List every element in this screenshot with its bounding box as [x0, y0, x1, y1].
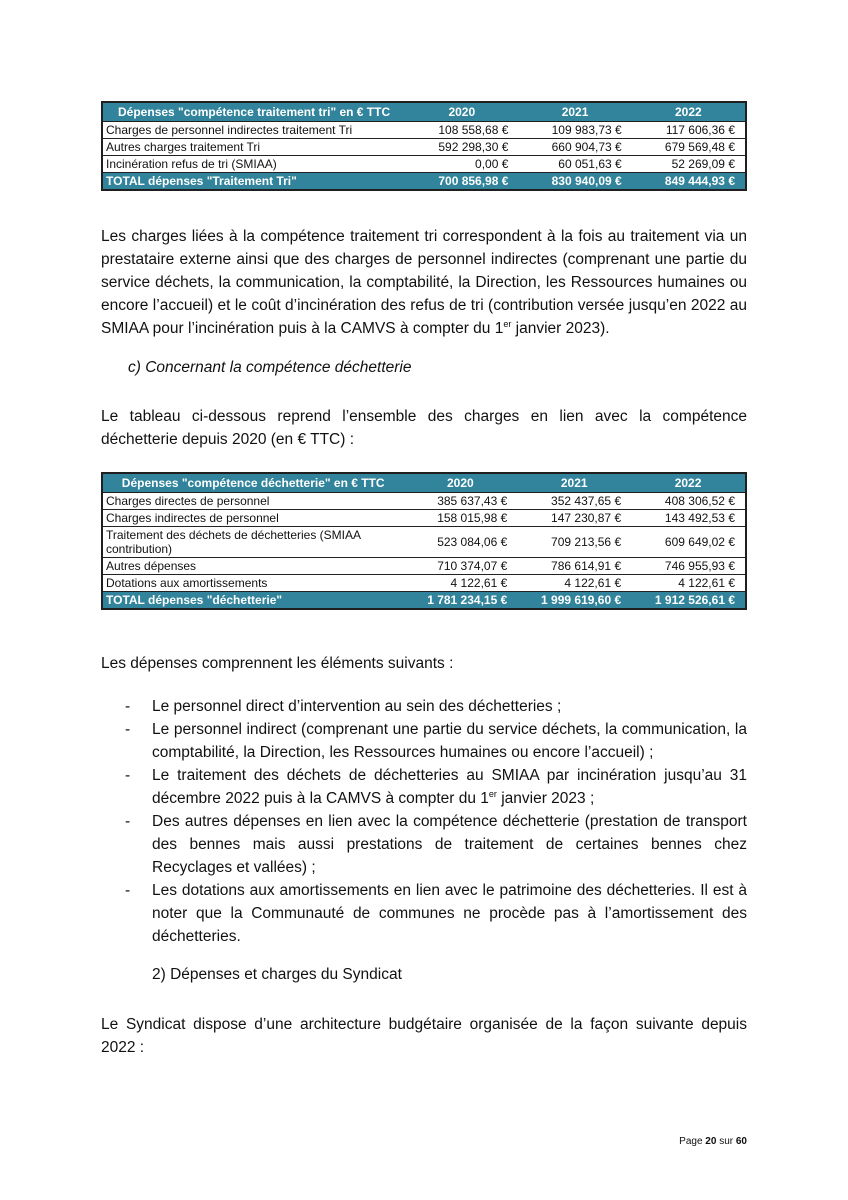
superscript: er — [488, 788, 497, 799]
table-cell: 710 374,07 € — [403, 558, 517, 575]
list-item-text: Les dotations aux amortissements en lien avec le patrimoine des déchetteries. Il est à noter que la Communauté de communes ne procède pas à l’amortissement des déchetteries. — [152, 882, 747, 945]
table-row — [102, 156, 746, 173]
table-cell: 385 637,43 € — [403, 493, 517, 510]
table-cell: TOTAL dépenses "déchetterie" — [102, 592, 403, 610]
table-cell: 4 122,61 € — [403, 575, 517, 592]
footer-text: Page — [679, 1136, 706, 1147]
list-item-text: Le personnel indirect (comprenant une partie du service déchets, la communication, la comptabilité, la Direction, les Ressources humaines ou encore l’accueil) ; — [152, 721, 747, 761]
list-dash: - — [125, 767, 131, 784]
table-header-cell: 2022 — [632, 102, 746, 122]
expense-list — [101, 695, 747, 948]
table-traitement-tri — [101, 101, 747, 191]
table-cell: 709 213,56 € — [517, 527, 631, 558]
section-heading-syndicat: 2) Dépenses et charges du Syndicat — [152, 966, 402, 983]
table-cell: 117 606,36 € — [632, 122, 746, 139]
list-item-text: Le personnel direct d’intervention au sein des déchetteries ; — [152, 698, 562, 715]
table-row — [102, 122, 746, 139]
table-cell: 158 015,98 € — [403, 510, 517, 527]
table-dechetterie — [101, 472, 747, 610]
table-cell: 1 781 234,15 € — [403, 592, 517, 610]
table-cell: Traitement des déchets de déchetteries (SMIAA contribution) — [102, 527, 403, 558]
list-dash: - — [125, 721, 131, 738]
paragraph-syndicat: Le Syndicat dispose d’une architecture budgétaire organisée de la façon suivante depuis 2022 : — [101, 1016, 747, 1056]
table-header-cell: Dépenses "compétence traitement tri" en € TTC — [102, 102, 405, 122]
list-item — [101, 810, 747, 879]
list-dash: - — [125, 698, 131, 715]
table-cell: 52 269,09 € — [632, 156, 746, 173]
table-cell: Autres charges traitement Tri — [102, 139, 405, 156]
table-cell: 679 569,48 € — [632, 139, 746, 156]
table-cell: Incinération refus de tri (SMIAA) — [102, 156, 405, 173]
table-row — [102, 493, 746, 510]
superscript: er — [503, 318, 512, 329]
paragraph-text: janvier 2023). — [511, 320, 610, 337]
table-cell: Charges de personnel indirectes traitement Tri — [102, 122, 405, 139]
table-header-cell: 2022 — [631, 473, 746, 493]
table-total-row — [102, 173, 746, 191]
table-cell: TOTAL dépenses "Traitement Tri" — [102, 173, 405, 191]
paragraph-text: Les charges liées à la compétence traitement tri correspondent à la fois au traitement via un prestataire externe ainsi que des charges de personnel indirectes (comprenant une partie du service déchets, la communication, la comptabilité, la Direction, les Ressources humaines ou encore l’accueil) et le coût d’incinération des refus de tri (contribution versée jusqu’en 2022 au SMIAA pour l’incinération puis à la CAMVS à compter du 1 — [101, 228, 747, 337]
table-row — [102, 527, 746, 558]
list-item — [101, 695, 747, 718]
table-cell: 609 649,02 € — [631, 527, 746, 558]
list-item-text: Des autres dépenses en lien avec la compétence déchetterie (prestation de transport des bennes mais aussi prestations de traitement de certaines bennes chez Recyclages et vallées) ; — [152, 813, 747, 876]
list-dash: - — [125, 882, 131, 899]
table-cell: Charges directes de personnel — [102, 493, 403, 510]
table-row — [102, 510, 746, 527]
table-header-cell: 2021 — [518, 102, 631, 122]
table-cell: 147 230,87 € — [517, 510, 631, 527]
table-cell: 1 999 619,60 € — [517, 592, 631, 610]
table-cell: 143 492,53 € — [631, 510, 746, 527]
table-cell: Charges indirectes de personnel — [102, 510, 403, 527]
footer-text: sur — [716, 1136, 736, 1147]
footer-total: 60 — [735, 1136, 747, 1147]
table-cell: 0,00 € — [405, 156, 518, 173]
table-cell: 109 983,73 € — [518, 122, 631, 139]
table-cell: 746 955,93 € — [631, 558, 746, 575]
paragraph-traitement-tri — [101, 225, 747, 340]
list-item-text: janvier 2023 ; — [496, 790, 595, 807]
page-number — [679, 1136, 747, 1147]
table-cell: 660 904,73 € — [518, 139, 631, 156]
table-cell: 60 051,63 € — [518, 156, 631, 173]
table-cell: 1 912 526,61 € — [631, 592, 746, 610]
table-header-row — [102, 473, 746, 493]
table-cell: 849 444,93 € — [632, 173, 746, 191]
table-cell: Autres dépenses — [102, 558, 403, 575]
section-heading-dechetterie: c) Concernant la compétence déchetterie — [128, 359, 412, 376]
table-cell: 523 084,06 € — [403, 527, 517, 558]
table-total-row — [102, 592, 746, 610]
paragraph-list-intro: Les dépenses comprennent les éléments suivants : — [101, 655, 454, 672]
table-cell: 108 558,68 € — [405, 122, 518, 139]
list-item-text: Le traitement des déchets de déchetteries au SMIAA par incinération jusqu’au 31 décembre 2022 puis à la CAMVS à compter du 1 — [152, 767, 747, 807]
list-item — [101, 764, 747, 810]
table-cell: 592 298,30 € — [405, 139, 518, 156]
table-header-cell: 2021 — [517, 473, 631, 493]
table-cell: 786 614,91 € — [517, 558, 631, 575]
list-item — [101, 718, 747, 764]
table-header-row — [102, 102, 746, 122]
table-cell: 830 940,09 € — [518, 173, 631, 191]
table-cell: 4 122,61 € — [631, 575, 746, 592]
list-dash: - — [125, 813, 131, 830]
table-cell: 352 437,65 € — [517, 493, 631, 510]
table-row — [102, 575, 746, 592]
table-header-cell: 2020 — [403, 473, 517, 493]
table-cell: 408 306,52 € — [631, 493, 746, 510]
table-header-cell: 2020 — [405, 102, 518, 122]
table-row — [102, 139, 746, 156]
table-row — [102, 558, 746, 575]
paragraph-intro-table: Le tableau ci-dessous reprend l’ensemble des charges en lien avec la compétence déchetterie depuis 2020 (en € TTC) : — [101, 408, 747, 448]
table-cell: Dotations aux amortissements — [102, 575, 403, 592]
footer-page: 20 — [705, 1136, 717, 1147]
table-header-cell: Dépenses "compétence déchetterie" en € TTC — [102, 473, 403, 493]
list-item — [101, 879, 747, 948]
table-cell: 700 856,98 € — [405, 173, 518, 191]
table-cell: 4 122,61 € — [517, 575, 631, 592]
